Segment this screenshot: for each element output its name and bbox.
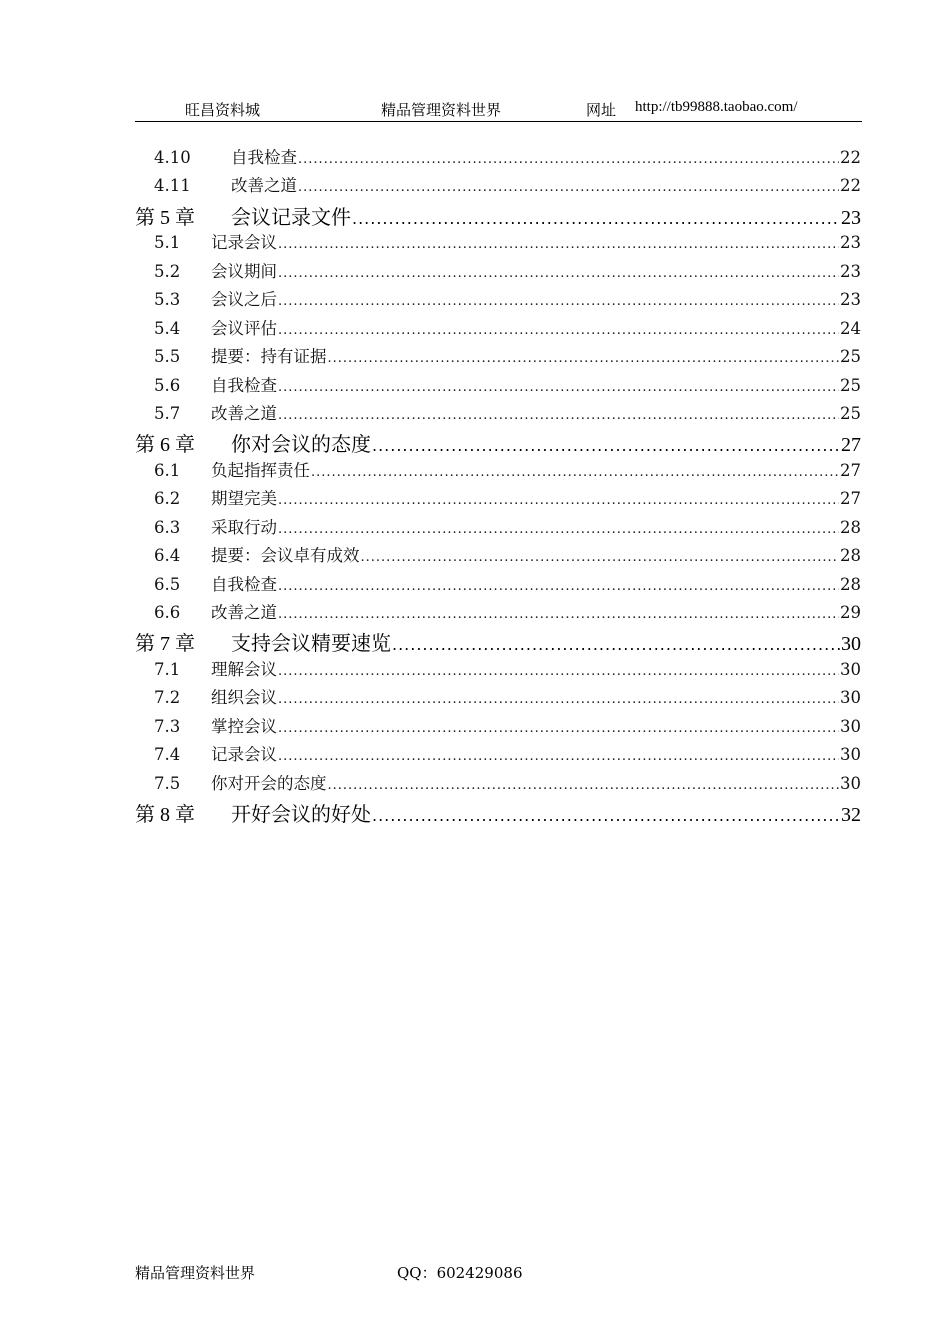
toc-entry-title: 提要：会议卓有成效 — [211, 546, 360, 566]
toc-entry-page-number: 29 — [840, 603, 861, 622]
toc-dot-leader — [311, 465, 839, 480]
toc-entry-number: 6.3 — [154, 517, 181, 537]
toc-entry-title: 自我检查 — [211, 574, 277, 594]
toc-dot-leader — [278, 408, 839, 423]
toc-entry-number: 7.1 — [154, 659, 181, 679]
toc-entry-page-number: 30 — [840, 659, 861, 679]
toc-section-entry[interactable] — [135, 286, 861, 314]
toc-entry-number: 6.2 — [154, 489, 181, 509]
toc-entry-number: 7.4 — [154, 745, 181, 765]
toc-entry-title: 记录会议 — [211, 745, 277, 765]
toc-section-entry[interactable] — [135, 400, 861, 428]
toc-dot-leader — [278, 323, 839, 338]
toc-dot-leader — [278, 579, 839, 594]
toc-entry-number: 7.2 — [154, 688, 181, 708]
toc-dot-leader — [372, 806, 840, 825]
header-left-text: 旺昌资料城 — [185, 101, 261, 119]
toc-chapter-entry[interactable] — [135, 798, 861, 826]
toc-entry-page-number: 25 — [840, 347, 861, 367]
toc-section-entry[interactable] — [135, 172, 861, 200]
toc-dot-leader — [278, 522, 839, 537]
toc-entry-title: 改善之道 — [211, 403, 277, 423]
toc-entry-number: 6.1 — [154, 460, 181, 480]
toc-section-entry[interactable] — [135, 229, 861, 257]
toc-entry-title: 掌控会议 — [211, 716, 277, 736]
toc-section-entry[interactable] — [135, 599, 861, 627]
toc-entry-number: 第 5 章 — [135, 206, 195, 229]
toc-section-entry[interactable] — [135, 144, 861, 172]
toc-dot-leader — [278, 749, 839, 764]
toc-entry-title: 改善之道 — [231, 176, 297, 196]
toc-entry-number: 第 7 章 — [135, 633, 195, 656]
toc-chapter-entry[interactable] — [135, 627, 861, 655]
toc-dot-leader — [298, 180, 839, 195]
toc-dot-leader — [278, 721, 839, 736]
toc-entry-page-number: 28 — [840, 546, 861, 566]
toc-section-entry[interactable] — [135, 372, 861, 400]
toc-section-entry[interactable] — [135, 571, 861, 599]
toc-section-entry[interactable] — [135, 542, 861, 570]
toc-entry-page-number: 30 — [840, 716, 861, 736]
toc-entry-title: 支持会议精要速览 — [231, 631, 391, 656]
toc-chapter-entry[interactable] — [135, 201, 861, 229]
header-middle-text: 精品管理资料世界 — [381, 101, 502, 119]
toc-entry-number: 7.3 — [154, 716, 181, 736]
toc-section-entry[interactable] — [135, 741, 861, 769]
toc-dot-leader — [278, 380, 839, 395]
toc-entry-title: 提要：持有证据 — [211, 347, 327, 367]
toc-entry-number: 6.6 — [154, 603, 181, 622]
toc-entry-number: 4.11 — [154, 176, 191, 196]
toc-dot-leader — [278, 294, 839, 309]
toc-entry-page-number: 30 — [840, 773, 861, 793]
toc-dot-leader — [361, 550, 840, 565]
toc-entry-title: 会议评估 — [211, 318, 277, 338]
toc-entry-number: 5.6 — [154, 375, 181, 395]
toc-entry-title: 组织会议 — [211, 688, 277, 708]
toc-dot-leader — [278, 237, 839, 252]
toc-entry-title: 你对会议的态度 — [231, 432, 371, 457]
toc-entry-number: 6.4 — [154, 546, 181, 566]
toc-entry-title: 记录会议 — [211, 233, 277, 253]
toc-entry-page-number: 25 — [840, 403, 861, 423]
toc-entry-page-number: 28 — [840, 517, 861, 537]
toc-entry-title: 采取行动 — [211, 517, 277, 537]
toc-chapter-entry[interactable] — [135, 428, 861, 456]
toc-entry-page-number: 27 — [840, 489, 861, 509]
footer-qq-text: QQ：602429086 — [397, 1264, 523, 1282]
toc-entry-page-number: 30 — [841, 633, 861, 656]
toc-section-entry[interactable] — [135, 258, 861, 286]
toc-entry-page-number: 30 — [840, 688, 861, 708]
toc-entry-number: 第 8 章 — [135, 804, 195, 827]
toc-entry-page-number: 23 — [840, 261, 861, 281]
toc-entry-number: 5.2 — [154, 261, 181, 281]
toc-section-entry[interactable] — [135, 485, 861, 513]
toc-entry-page-number: 23 — [841, 206, 861, 229]
toc-dot-leader — [372, 436, 840, 455]
toc-entry-page-number: 24 — [840, 318, 861, 338]
toc-section-entry[interactable] — [135, 656, 861, 684]
toc-entry-page-number: 28 — [840, 574, 861, 594]
toc-dot-leader — [278, 493, 839, 508]
toc-entry-number: 6.5 — [154, 574, 181, 594]
toc-entry-title: 改善之道 — [211, 603, 277, 622]
toc-entry-number: 5.4 — [154, 318, 181, 338]
toc-entry-title: 会议记录文件 — [231, 204, 351, 229]
toc-dot-leader — [328, 778, 840, 793]
toc-entry-title: 自我检查 — [231, 148, 297, 167]
toc-section-entry[interactable] — [135, 514, 861, 542]
toc-section-entry[interactable] — [135, 457, 861, 485]
toc-dot-leader — [278, 692, 839, 707]
table-of-contents — [135, 144, 861, 827]
toc-entry-number: 5.1 — [154, 233, 181, 253]
toc-section-entry[interactable] — [135, 343, 861, 371]
toc-entry-title: 你对开会的态度 — [211, 773, 327, 793]
toc-entry-page-number: 30 — [840, 745, 861, 765]
toc-section-entry[interactable] — [135, 684, 861, 712]
toc-entry-title: 会议之后 — [211, 290, 277, 310]
toc-entry-title: 期望完美 — [211, 489, 277, 509]
toc-entry-number: 第 6 章 — [135, 434, 195, 457]
toc-dot-leader — [278, 266, 839, 281]
toc-dot-leader — [278, 607, 839, 622]
page-header — [135, 97, 862, 122]
toc-entry-page-number: 22 — [840, 148, 861, 167]
toc-section-entry[interactable] — [135, 713, 861, 741]
toc-entry-page-number: 23 — [840, 233, 861, 253]
toc-dot-leader — [328, 351, 840, 366]
toc-dot-leader — [278, 664, 839, 679]
toc-entry-number: 7.5 — [154, 773, 181, 793]
toc-entry-title: 开好会议的好处 — [231, 802, 371, 827]
toc-entry-page-number: 25 — [840, 375, 861, 395]
toc-entry-number: 5.7 — [154, 403, 181, 423]
toc-entry-number: 5.3 — [154, 290, 181, 310]
toc-entry-page-number: 27 — [840, 460, 861, 480]
toc-entry-title: 理解会议 — [211, 659, 277, 679]
footer-left-text: 精品管理资料世界 — [135, 1264, 256, 1282]
toc-entry-title: 会议期间 — [211, 261, 277, 281]
toc-section-entry[interactable] — [135, 315, 861, 343]
toc-entry-title: 自我检查 — [211, 375, 277, 395]
toc-dot-leader — [298, 152, 839, 167]
toc-entry-page-number: 23 — [840, 290, 861, 310]
toc-entry-page-number: 27 — [841, 434, 861, 457]
header-site-label: 网址 — [586, 101, 617, 119]
toc-dot-leader — [392, 635, 840, 654]
toc-dot-leader — [352, 209, 840, 228]
header-url-link[interactable]: http://tb99888.taobao.com/ — [635, 99, 798, 115]
toc-entry-number: 5.5 — [154, 347, 181, 367]
toc-entry-number: 4.10 — [154, 148, 191, 167]
toc-section-entry[interactable] — [135, 770, 861, 798]
toc-entry-page-number: 32 — [841, 804, 861, 827]
toc-entry-page-number: 22 — [840, 176, 861, 196]
toc-entry-title: 负起指挥责任 — [211, 460, 310, 480]
